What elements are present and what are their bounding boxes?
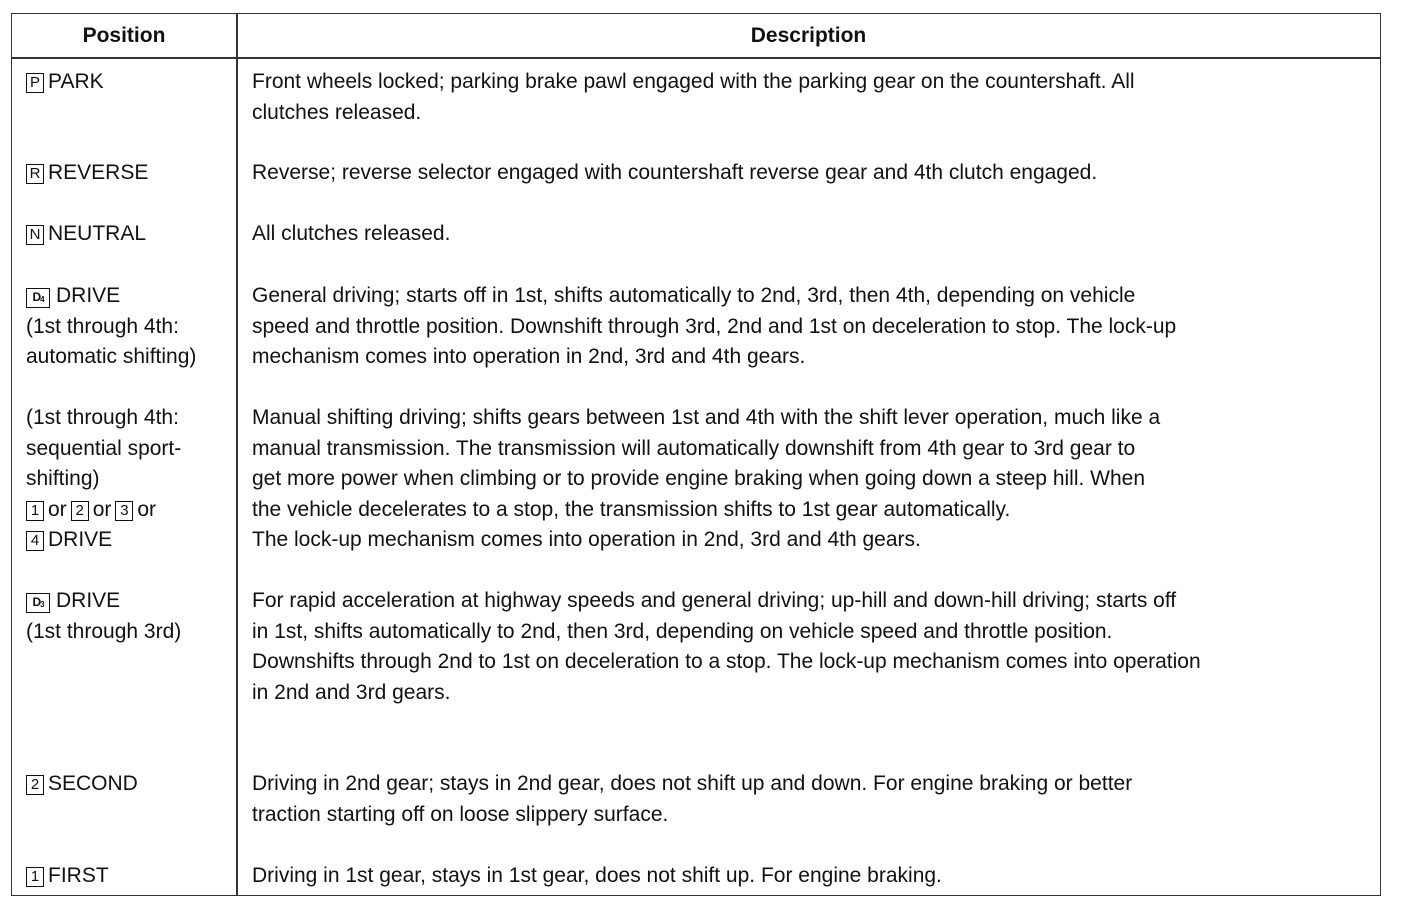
position-label: DRIVE [48, 528, 113, 551]
or-text: or [48, 497, 67, 521]
description-cell [252, 861, 1372, 892]
header-description: Description [750, 24, 867, 47]
gear-n-icon: N [26, 225, 44, 245]
description-line: Front wheels locked; parking brake pawl engaged with the parking gear on the countershaft. All [252, 70, 1135, 93]
description-line: The lock-up mechanism comes into operation in 2nd, 3rd and 4th gears. [252, 528, 921, 551]
header-divider [12, 57, 1380, 59]
description-cell [252, 67, 1372, 128]
position-sublabel: (1st through 4th: [26, 406, 179, 429]
description-line: Driving in 1st gear, stays in 1st gear, does not shift up. For engine braking. [252, 864, 942, 887]
description-line: the vehicle decelerates to a stop, the transmission shifts to 1st gear automatically. [252, 497, 1011, 521]
description-line: traction starting off on loose slippery surface. [252, 802, 669, 826]
position-cell [26, 769, 231, 800]
gear-d4-sub: 4 [40, 295, 44, 304]
position-label: SECOND [48, 772, 138, 795]
position-label: DRIVE [56, 589, 121, 612]
position-cell [26, 67, 231, 98]
gear-1-icon: 1 [26, 501, 44, 521]
position-label: DRIVE [56, 284, 121, 307]
description-line: manual transmission. The transmission will automatically downshift from 4th gear to 3rd gear to [252, 436, 1136, 460]
description-cell [252, 158, 1372, 189]
position-cell [26, 586, 231, 647]
description-line: mechanism comes into operation in 2nd, 3rd and 4th gears. [252, 345, 806, 368]
description-line: General driving; starts off in 1st, shifts automatically to 2nd, 3rd, then 4th, depending on vehicle [252, 284, 1136, 307]
position-sublabel: sequential sport- [26, 436, 182, 460]
column-divider [236, 14, 238, 895]
position-label: FIRST [48, 864, 109, 887]
gear-d4-icon [26, 288, 50, 308]
gear-3-icon: 3 [115, 501, 133, 521]
gear-p-icon: P [26, 73, 44, 93]
description-cell [252, 586, 1372, 708]
description-line: For rapid acceleration at highway speeds and general driving; up-hill and down-hill driving; starts off [252, 589, 1177, 612]
description-cell [252, 403, 1372, 556]
description-line: get more power when climbing or to provide engine braking when going down a steep hill. When [252, 467, 1146, 490]
gear-1-icon: 1 [26, 867, 44, 887]
gear-2-icon: 2 [26, 775, 44, 795]
gear-d3-sub: 3 [40, 600, 44, 609]
gear-2-icon: 2 [71, 501, 89, 521]
position-sublabel: shifting) [26, 467, 100, 490]
or-text: or [92, 497, 112, 521]
position-label: NEUTRAL [48, 222, 147, 245]
position-cell [26, 219, 231, 250]
gear-d3-letter: D [32, 595, 41, 609]
gear-4-icon: 4 [26, 531, 44, 551]
gear-d4-letter: D [32, 290, 41, 304]
description-line: in 1st, shifts automatically to 2nd, then 3rd, depending on vehicle speed and throttle position. [252, 619, 1113, 643]
description-line: clutches released. [252, 100, 422, 124]
position-sublabel: (1st through 4th: [26, 314, 179, 338]
description-line: Manual shifting driving; shifts gears between 1st and 4th with the shift lever operation, much like a [252, 406, 1161, 429]
position-cell [26, 403, 231, 556]
gear-d3-icon [26, 593, 50, 613]
shift-position-table [11, 13, 1381, 896]
description-line: in 2nd and 3rd gears. [252, 680, 451, 704]
gear-r-icon: R [26, 164, 44, 184]
description-cell [252, 219, 1372, 250]
manual-symbols-line [26, 495, 231, 526]
description-line: speed and throttle position. Downshift through 3rd, 2nd and 1st on deceleration to stop. The lock-up [252, 314, 1177, 338]
description-line: Driving in 2nd gear; stays in 2nd gear, does not shift up and down. For engine braking or better [252, 772, 1133, 795]
header-position: Position [82, 24, 166, 47]
description-line: Reverse; reverse selector engaged with countershaft reverse gear and 4th clutch engaged. [252, 161, 1098, 184]
position-cell [26, 281, 231, 373]
description-cell [252, 281, 1372, 373]
position-sublabel: (1st through 3rd) [26, 619, 182, 643]
position-sublabel: automatic shifting) [26, 345, 197, 368]
position-cell [26, 861, 231, 892]
position-label: PARK [48, 70, 104, 93]
description-line: Downshifts through 2nd to 1st on deceleration to a stop. The lock-up mechanism comes into operation [252, 650, 1201, 673]
position-label: REVERSE [48, 161, 149, 184]
position-cell [26, 158, 231, 189]
description-line: All clutches released. [252, 222, 451, 245]
description-cell [252, 769, 1372, 830]
or-text: or [137, 497, 157, 521]
